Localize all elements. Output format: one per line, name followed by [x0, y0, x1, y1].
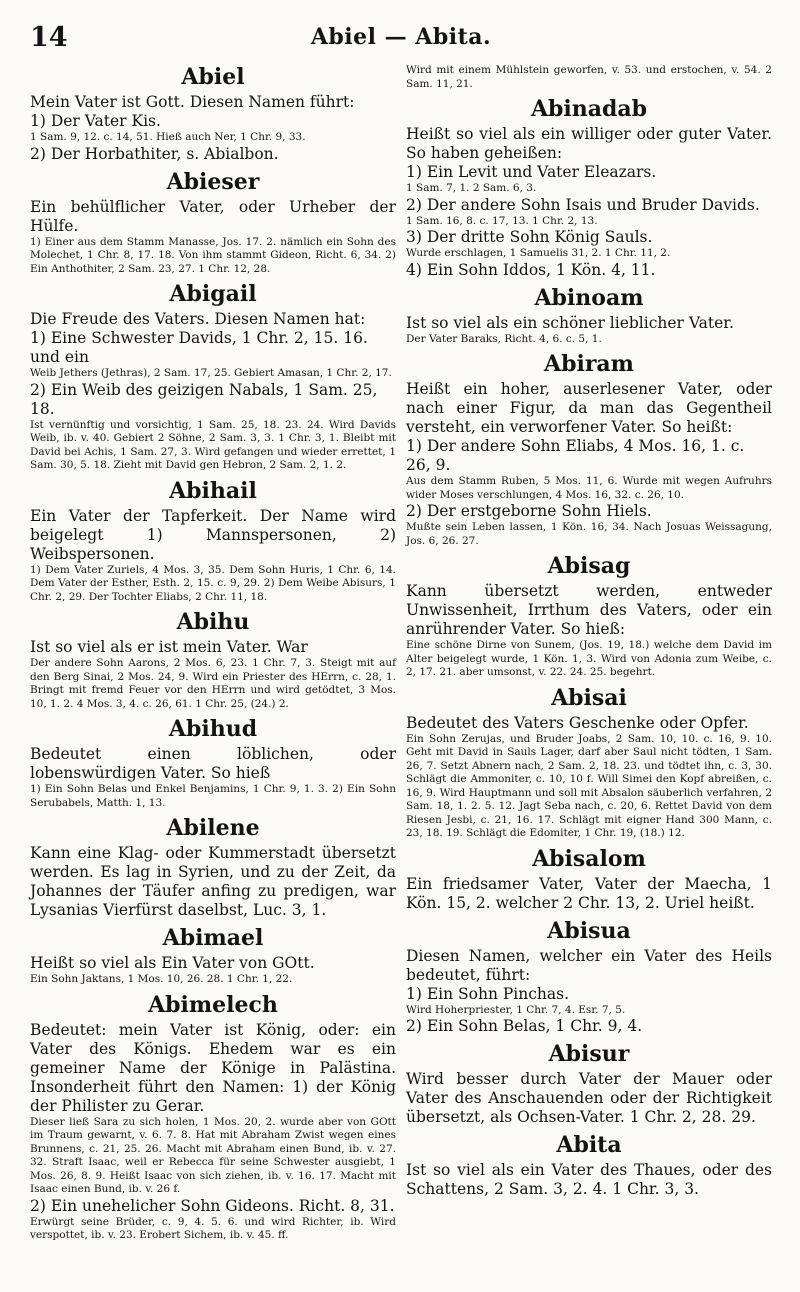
- numbered-item: 2) Der Horbathiter, s. Abialbon.: [30, 144, 279, 163]
- entry-title: Abimelech: [148, 991, 278, 1018]
- definition-text: Bedeutet des Vaters Geschenke oder Opfer.: [406, 713, 749, 732]
- entry-title: Abilene: [166, 815, 260, 841]
- definition-text: Ist so viel als ein Vater des Thaues, oder des Schattens, 2 Sam. 3, 2. 4. 1 Chr. 3, 3.: [406, 1161, 772, 1198]
- definition-text: Ist so viel als ein schöner lieblicher Vater.: [406, 313, 734, 332]
- dictionary-entry: [30, 609, 396, 716]
- definition-text: Kann übersetzt werden, entweder Unwissenheit, Irrthum des Vaters, oder ein anrührender Vater. So hieß:: [406, 582, 772, 638]
- reference-text: Der andere Sohn Aarons, 2 Mos. 6, 23. 1 Chr. 7, 3. Steigt mit auf den Berg Sinai, 2 Mos. 24, 9. Wird ein Priester des HErrn, c. 28, 1. Bringt mit fremd Feuer vor den HErrn und wird getödtet, 3 Mos. 10, 1. 2. 4 Mos. 3, 4. c. 26, 61. 1 Chr. 25, (24.) 2.: [30, 657, 396, 710]
- reference-text: Weib Jethers (Jethras), 2 Sam. 17, 25. Gebiert Amasan, 1 Chr. 2, 17.: [30, 367, 392, 379]
- numbered-item: 3) Der dritte Sohn König Sauls.: [406, 228, 653, 246]
- reference-text: Wurde erschlagen, 1 Samuelis 31, 2. 1 Chr. 11, 2.: [406, 247, 671, 259]
- definition-text: Ein friedsamer Vater, Vater der Maecha, 1 Kön. 15, 2. welcher 2 Chr. 13, 2. Uriel heißt.: [406, 874, 772, 912]
- numbered-item: 1) Ein Sohn Pinchas.: [406, 984, 570, 1003]
- definition-text: Diesen Namen, welcher ein Vater des Heils bedeutet, führt:: [406, 946, 772, 984]
- entry-title: Abisag: [547, 553, 631, 579]
- entry-title: Abinadab: [530, 96, 648, 122]
- numbered-item: 2) Ein unehelicher Sohn Gideons. Richt. 8, 31.: [30, 1196, 395, 1215]
- dictionary-entry: [406, 918, 772, 1042]
- numbered-item: 2) Ein Sohn Belas, 1 Chr. 9, 4.: [406, 1017, 643, 1035]
- reference-text: Dieser ließ Sara zu sich holen, 1 Mos. 20, 2. wurde aber von GOtt im Traum gewarnt, v. 6. 7. 8. Hat mit Abraham Zwist wegen eines Brunnens, c. 21, 25. 26. Macht mit Abraham einen Bund, ib. v. 27. 32. Straft Isaac, weil er Rebecca für seine Schwester ausgiebt, 1 Mos. 26, 8. 9. Heißt Isaac von sich ziehen, ib. v. 16. 17. Macht mit Isaac einen Bund, ib. v. 26 f.: [30, 1115, 396, 1195]
- left-column: [30, 64, 396, 1248]
- numbered-item: 1) Ein Levit und Vater Eleazars.: [406, 163, 657, 181]
- reference-text: Wird mit einem Mühlstein geworfen, v. 53. und erstochen, v. 54. 2 Sam. 11, 21.: [406, 64, 772, 90]
- numbered-item: 1) Der Vater Kis.: [30, 112, 161, 130]
- entry-title: Abiram: [544, 351, 634, 377]
- entry-title: Abihail: [169, 477, 257, 504]
- entry-title: Abisalom: [532, 845, 646, 872]
- definition-text: Heißt so viel als ein williger oder guter Vater. So haben geheißen:: [406, 125, 772, 162]
- entry-title: Abimael: [162, 925, 264, 951]
- reference-text: Aus dem Stamm Ruben, 5 Mos. 11, 6. Wurde mit wegen Aufruhrs wider Moses verschlungen, 4 Mos. 16, 32. c. 26, 10.: [406, 475, 772, 501]
- entry-title: Abiel: [181, 64, 245, 90]
- entry-title: Abigail: [169, 281, 257, 307]
- running-head: Abiel — Abita.: [310, 24, 492, 50]
- reference-text: Wird Hoherpriester, 1 Chr. 7, 4. Esr. 7, 5.: [406, 1003, 626, 1016]
- dictionary-entry: [406, 1041, 772, 1132]
- reference-text: 1) Dem Vater Zuriels, 4 Mos. 3, 35. Dem Sohn Huris, 1 Chr. 6, 14. Dem Vater der Esther, Esth. 2, 15. c. 9, 29. 2) Dem Weibe Abisurs, 1 Chr. 2, 29. Der Tochter Eliabs, 2 Chr. 11, 18.: [30, 563, 396, 603]
- entry-title: Abieser: [166, 168, 260, 195]
- reference-text: 1 Sam. 16, 8. c. 17, 13. 1 Chr. 2, 13.: [406, 214, 598, 227]
- definition-text: Bedeutet: mein Vater ist König, oder: ein Vater des Königs. Ehedem war es ein gemeiner Name der Könige in Palästina. Insonderheit führt den Namen: 1) der König der Philister zu Gerar.: [30, 1020, 396, 1115]
- dictionary-entry: [30, 925, 396, 992]
- entry-title: Abihud: [168, 716, 258, 742]
- definition-text: Heißt so viel als Ein Vater von GOtt.: [30, 954, 315, 972]
- numbered-item: 2) Der erstgeborne Sohn Hiels.: [406, 502, 652, 520]
- dictionary-entry: [406, 1132, 772, 1204]
- reference-text: Eine schöne Dirne von Sunem, (Jos. 19, 18.) welche dem David im Alter beigelegt wurde, 1 Kön. 1, 3. Wird von Adonia zum Weibe, c. 2, 17. 21. aber umsonst, v. 22. 24. 25. begehrt.: [406, 639, 772, 678]
- reference-text: Ein Sohn Zerujas, und Bruder Joabs, 2 Sam. 10, 10. c. 16, 9. 10. Geht mit David in Sauls Lager, darf aber Saul nicht tödten, 1 Sam. 26, 7. Setzt Abnern nach, 2 Sam. 2, 18. 23. und tödtet ihn, c. 3, 30. Schlägt die Ammoniter, c. 10, 10 f. Will Simei den Kopf abreißen, c. 16, 9. Wird Hauptmann und soll mit Absalon säuberlich verfahren, 2 Sam. 18, 1. 2. 5. 12. Jagt Seba nach, c. 20, 6. Rettet David von dem Riesen Jesbi, c. 21, 16. 17. Schlägt mit eigner Hand 300 Mann, c. 23, 18. 19. Schlägt die Edomiter, 1 Chr. 19, (18.) 12.: [406, 732, 772, 839]
- dictionary-entry: [406, 846, 772, 918]
- reference-text: Ein Sohn Jaktans, 1 Mos. 10, 26. 28. 1 Chr. 1, 22.: [30, 973, 293, 985]
- definition-text: Mein Vater ist Gott. Diesen Namen führt:: [30, 93, 355, 111]
- dictionary-entry: [30, 64, 396, 169]
- definition-text: Ein behülflicher Vater, oder Urheber der Hülfe.: [30, 197, 396, 235]
- numbered-item: 1) Eine Schwester Davids, 1 Chr. 2, 15. 16. und ein: [30, 329, 368, 366]
- definition-text: Ein Vater der Tapferkeit. Der Name wird beigelegt 1) Mannspersonen, 2) Weibspersonen.: [30, 506, 396, 563]
- reference-text: 1) Einer aus dem Stamm Manasse, Jos. 17. 2. nämlich ein Sohn des Molechet, 1 Chr. 8, 17. 18. Von ihm stammt Gideon, Richt. 6, 34. 2) Ein Anthothiter, 2 Sam. 23, 27. 1 Chr. 12, 28.: [30, 235, 396, 275]
- dictionary-entry: [406, 685, 772, 846]
- entry-title: Abita: [556, 1132, 622, 1158]
- dictionary-entry: [406, 553, 772, 685]
- reference-text: Ist vernünftig und vorsichtig, 1 Sam. 25, 18. 23. 24. Wird Davids Weib, ib. v. 40. Gebiert 2 Söhne, 2 Sam. 3, 3. 1 Chr. 3, 1. Bleibt mit David bei Achis, 1 Sam. 27, 3. Wird gefangen und wieder errettet, 1 Sam. 30, 5. 18. Zieht mit David gen Hebron, 2 Sam. 2, 1. 2.: [30, 418, 396, 471]
- definition-text: Wird besser durch Vater der Mauer oder Vater des Anschauenden oder der Richtigkeit übersetzt, als Ochsen-Vater. 1 Chr. 2, 28. 29.: [406, 1070, 772, 1126]
- reference-text: Erwürgt seine Brüder, c. 9, 4. 5. 6. und wird Richter, ib. Wird verspottet, ib. v. 23. Erobert Sichem, ib. v. 45. ff.: [30, 1215, 396, 1241]
- entry-title: Abisua: [547, 917, 631, 944]
- definition-text: Kann eine Klag- oder Kummerstadt übersetzt werden. Es lag in Syrien, und zu der Zeit, da Johannes der Täufer anfing zu predigen, war Lysanias Vierfürst daselbst, Luc. 3, 1.: [30, 844, 396, 919]
- entry-title: Abinoam: [534, 284, 644, 311]
- definition-text: Ist so viel als er ist mein Vater. War: [30, 638, 308, 656]
- page-header: [30, 22, 772, 54]
- reference-text: 1) Ein Sohn Belas und Enkel Benjamins, 1 Chr. 9, 1. 3. 2) Ein Sohn Serubabels, Matth. 1, 13.: [30, 783, 396, 809]
- definition-text: Die Freude des Vaters. Diesen Namen hat:: [30, 310, 366, 328]
- dictionary-entry: [30, 815, 396, 925]
- numbered-item: 1) Der andere Sohn Eliabs, 4 Mos. 16, 1. c. 26, 9.: [406, 437, 745, 474]
- entry-title: Abihu: [176, 609, 250, 635]
- reference-text: 1 Sam. 9, 12. c. 14, 51. Hieß auch Ner, 1 Chr. 9, 33.: [30, 131, 306, 143]
- dictionary-entry: [30, 281, 396, 478]
- reference-text: 1 Sam. 7, 1. 2 Sam. 6, 3.: [406, 182, 537, 194]
- dictionary-entry: [406, 285, 772, 352]
- dictionary-entry: [30, 169, 396, 282]
- numbered-item: 2) Der andere Sohn Isais und Bruder Davids.: [406, 195, 760, 214]
- entry-spacer: [30, 1243, 396, 1248]
- entry-spacer: [406, 1199, 772, 1204]
- dictionary-entry: [30, 716, 396, 815]
- reference-text: Der Vater Baraks, Richt. 4, 6. c. 5, 1.: [406, 332, 602, 345]
- dictionary-entry: [406, 351, 772, 553]
- definition-text: Heißt ein hoher, auserlesener Vater, oder nach einer Figur, da man das Gegentheil versteht, ein verworfener Vater. So heißt:: [406, 380, 772, 436]
- dictionary-entry: [406, 96, 772, 285]
- dictionary-entry: [406, 64, 772, 96]
- dictionary-entry: [30, 478, 396, 610]
- definition-text: Bedeutet einen löblichen, oder lobenswürdigen Vater. So hieß: [30, 745, 396, 782]
- numbered-item: 2) Ein Weib des geizigen Nabals, 1 Sam. 25, 18.: [30, 380, 378, 418]
- page-number: 14: [30, 22, 68, 53]
- entry-title: Abisur: [548, 1041, 630, 1067]
- dictionary-entry: [30, 992, 396, 1248]
- entry-title: Abisai: [551, 684, 627, 711]
- numbered-item: 4) Ein Sohn Iddos, 1 Kön. 4, 11.: [406, 260, 656, 279]
- reference-text: Mußte sein Leben lassen, 1 Kön. 16, 34. Nach Josuas Weissagung, Jos. 6, 26. 27.: [406, 521, 772, 547]
- right-column: [406, 64, 772, 1204]
